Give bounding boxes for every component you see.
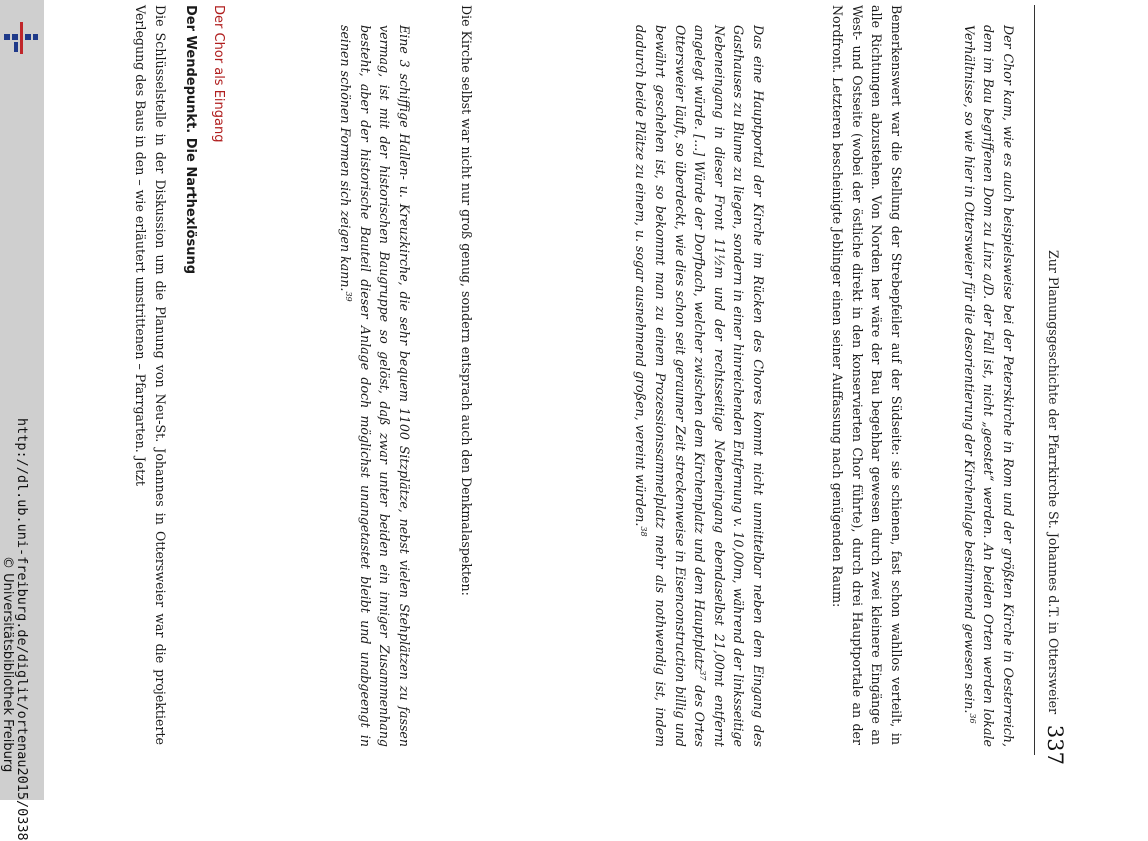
subsection-heading: Der Wendepunkt. Die Narthexlösung bbox=[183, 5, 198, 275]
right-margin-strip bbox=[1128, 0, 1148, 800]
paragraph-1 bbox=[828, 5, 906, 745]
quote-block-1 bbox=[959, 5, 1018, 747]
footnote-ref: 39 bbox=[344, 291, 354, 302]
quote-text: Das eine Hauptportal der Kirche im Rücken des Chores kommt nicht unmittelbar neben dem Eingang des Gasthauses zu Blume zu liegen, sondern in einer hinreichenden Entfernung v. 10,00m, während der linksseitige Nebeneingang in dieser Front 11½m und der rechtsseitige Nebeneingang ebendaselbst 21,00mt entfernt angelegt würde. [...] Würde der Dorfbach, welcher zwischen dem Kirchenplatz und dem Hauptplatz bbox=[692, 25, 766, 747]
paragraph-2 bbox=[456, 5, 476, 745]
running-head: Zur Planungsgeschichte der Pfarrkirche St. Johannes d.T. in Ottersweier bbox=[1046, 250, 1061, 715]
paragraph-text: Die Schlüsselstelle in der Diskussion um die Planung von Neu-St. Johannes in Ottersweier war die projektierte Verlegung des Baus in den – wie erläutert umstrittenen – Pfarrgarten. Jetzt bbox=[133, 5, 168, 745]
footer-url-link[interactable]: http://dl.ub.uni-freiburg.de/diglit/ortenau2015/0338 bbox=[14, 418, 30, 841]
footnote-ref: 37 bbox=[698, 670, 708, 681]
document-page bbox=[106, 5, 1066, 795]
footnote-ref: 36 bbox=[968, 713, 977, 724]
quote-text-continued: des Ortes Ottersweier läuft, so überdeckt, wie dies schon seit geraumer Zeit streckenweise in Eisenconstruction billig und bewährt geschehen ist, so bekommt man zu einem Prozessionssammelplatz mehr als nothwendig ist, indem dadurch beide Plätze zu einem, u. sogar ausnehmend großen, vereint würden. bbox=[633, 25, 708, 747]
quote-text: Eine 3 schiffige Hallen- u. Kreuzkirche, die sehr bequem 1100 Sitzplätze, nebst vielen Stehplätzen zu fassen vermag, ist mit der historischen Baugruppe so gelöst, daß zwar unter beiden ein inniger Zusammenhang besteht, aber der historische Bauteil dieser Anlage doch möglichst unangetastet bleibt und unabgeengt in seinen schönen Formen sich zeigen kann. bbox=[338, 25, 412, 747]
quote-block-3 bbox=[336, 5, 414, 747]
footer-copyright: © Universitätsbibliothek Freiburg bbox=[0, 556, 15, 773]
page-number: 337 bbox=[1043, 724, 1067, 765]
section-heading: Der Chor als Eingang bbox=[211, 5, 226, 143]
quote-block-2 bbox=[631, 5, 768, 747]
paragraph-3 bbox=[131, 5, 170, 745]
library-logo-icon bbox=[4, 22, 38, 54]
header-rule bbox=[1034, 5, 1035, 755]
paragraph-text: Die Kirche selbst war nicht nur groß genug, sondern entsprach auch den Denkmalaspekten: bbox=[459, 5, 474, 596]
footnote-ref: 38 bbox=[639, 526, 649, 537]
quote-text: Der Chor kam, wie es auch beispielsweise bei der Peterskirche in Rom und der größten Kirche in Oesterreich, dem im Bau begriffenen Dom zu Linz a/D. der Fall ist, nicht „geostet“ werden. An beiden Orten werden lokale Verhältnisse, so wie hier in Ottersweier für die desorientierung der Kirchenlage bestimmend gewesen sein. bbox=[961, 25, 1016, 747]
paragraph-text: Bemerkenswert war die Stellung der Strebepfeiler auf der Südseite: sie schienen, fast schon wahllos verteilt, in alle Richtungen abzustehen. Von Norden her wäre der Bau begehbar gewesen durch zwei kleinere Eingänge an West- und Ostseite (wobei der östliche direkt in den konservierten Chor führte), durch drei Hauptportale an der Nordfront. Letzteren bescheinigte Jeblinger einen seiner Auffassung nach genügenden Raum: bbox=[830, 5, 904, 745]
